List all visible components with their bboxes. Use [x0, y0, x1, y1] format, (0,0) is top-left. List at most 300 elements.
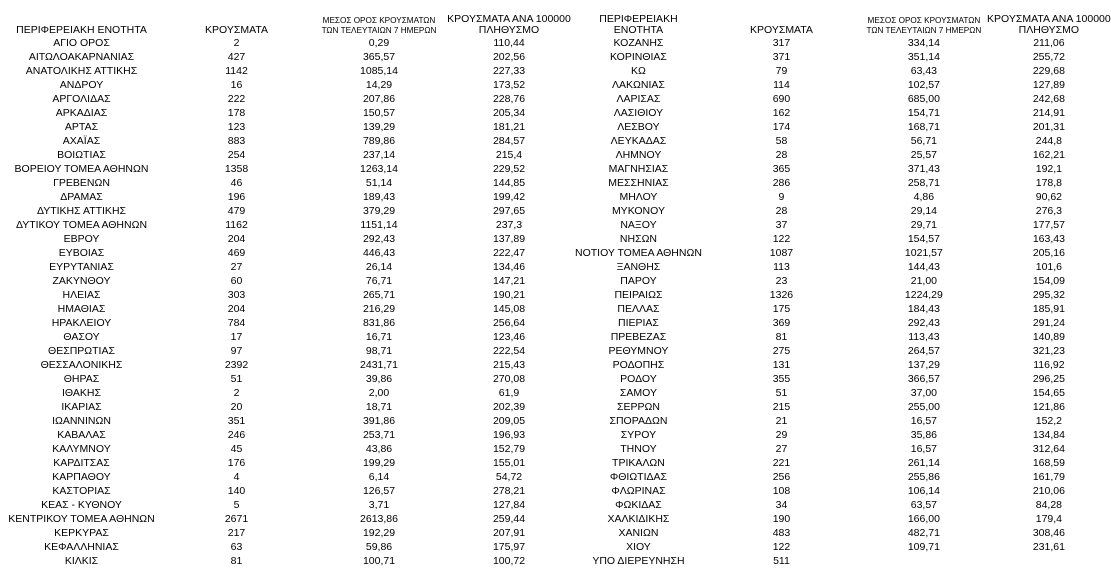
avg-7day-cell: 154,57	[907, 233, 940, 245]
table-row	[4, 414, 574, 428]
region-cell: ΛΕΣΒΟΥ	[617, 121, 660, 133]
region-cell: ΘΗΡΑΣ	[63, 373, 100, 385]
avg-7day-cell: 4,86	[913, 191, 935, 203]
table-row	[4, 526, 574, 540]
region-cell: ΑΙΤΩΛΟΑΚΑΡΝΑΝΙΑΣ	[28, 51, 135, 63]
table-row	[4, 274, 574, 288]
avg-7day-cell: 334,14	[907, 37, 940, 49]
per-100k-cell: 177,57	[1032, 219, 1065, 231]
cases-cell: 114	[773, 79, 790, 91]
cases-cell: 190	[772, 513, 791, 525]
cases-cell: 123	[227, 121, 246, 133]
avg-7day-cell: 113,43	[908, 331, 940, 343]
table-row	[575, 400, 1111, 414]
region-cell: ΡΕΘΥΜΝΟΥ	[608, 345, 669, 357]
avg-7day-cell: 379,29	[362, 205, 396, 217]
per-100k-cell: 222,54	[492, 345, 526, 357]
region-cell: ΑΡΤΑΣ	[64, 121, 99, 133]
per-100k-cell: 205,34	[492, 107, 526, 119]
header-7day-average	[314, 8, 444, 36]
avg-7day-cell: 16,71	[365, 331, 393, 343]
region-cell: ΑΡΚΑΔΙΑΣ	[55, 107, 108, 119]
per-100k-cell: 259,44	[492, 513, 526, 525]
per-100k-cell: 276,3	[1035, 205, 1063, 217]
per-100k-cell: 237,3	[495, 219, 523, 231]
table-row	[575, 358, 1111, 372]
avg-7day-cell: 166,00	[907, 513, 940, 525]
table-row	[4, 106, 574, 120]
cases-cell: 355	[772, 373, 791, 385]
region-cell: ΝΟΤΙΟΥ ΤΟΜΕΑ ΑΘΗΝΩΝ	[575, 247, 702, 259]
cases-cell: 34	[775, 499, 788, 511]
per-100k-cell: 162,21	[1032, 149, 1065, 161]
avg-7day-cell: 51,14	[365, 177, 393, 189]
header-7day-average-line2: ΤΩΝ ΤΕΛΕΥΤΑΙΩΝ 7 ΗΜΕΡΩΝ	[321, 26, 437, 35]
region-cell: ΒΟΡΕΙΟΥ ΤΟΜΕΑ ΑΘΗΝΩΝ	[14, 163, 149, 175]
table-row	[575, 260, 1111, 274]
avg-7day-cell: 255,00	[907, 401, 940, 413]
region-cell: ΚΑΡΔΙΤΣΑΣ	[53, 457, 110, 469]
cases-cell: 275	[772, 345, 791, 357]
region-cell: ΚΕΝΤΡΙΚΟΥ ΤΟΜΕΑ ΑΘΗΝΩΝ	[8, 513, 155, 525]
avg-7day-cell: 685,00	[907, 93, 940, 105]
header-cases: ΚΡΟΥΣΜΑΤΑ	[205, 24, 268, 36]
table-row	[4, 330, 574, 344]
avg-7day-cell: 366,57	[907, 373, 940, 385]
per-100k-cell: 147,21	[492, 275, 526, 287]
avg-7day-cell: 391,86	[362, 415, 396, 427]
per-100k-cell: 196,93	[492, 429, 526, 441]
table-row	[4, 470, 574, 484]
region-cell: ΤΗΝΟΥ	[620, 443, 657, 455]
cases-cell: 5	[233, 499, 240, 511]
cases-cell: 256	[772, 471, 791, 483]
avg-7day-cell: 831,86	[362, 317, 396, 329]
region-cell: ΚΕΡΚΥΡΑΣ	[54, 527, 109, 539]
avg-7day-cell: 29,71	[910, 219, 938, 231]
region-cell: ΚΑΒΑΛΑΣ	[57, 429, 106, 441]
avg-7day-cell: 76,71	[365, 275, 393, 287]
per-100k-cell: 295,32	[1032, 289, 1065, 301]
table-row	[575, 274, 1111, 288]
per-100k-cell: 179,4	[1035, 513, 1063, 525]
table-row	[575, 246, 1111, 260]
region-cell: ΦΛΩΡΙΝΑΣ	[611, 485, 666, 497]
avg-7day-cell: 1224,29	[904, 289, 943, 301]
table-row	[4, 260, 574, 274]
table-row	[575, 92, 1111, 106]
per-100k-cell: 134,84	[1032, 429, 1065, 441]
region-cell: ΚΙΛΚΙΣ	[64, 555, 99, 567]
cases-cell: 79	[775, 65, 788, 77]
region-cell: ΚΩ	[631, 65, 646, 77]
cases-cell: 511	[773, 555, 790, 567]
region-cell: ΧΑΝΙΩΝ	[618, 527, 659, 539]
per-100k-cell: 84,28	[1035, 499, 1063, 511]
table-row	[4, 134, 574, 148]
per-100k-cell: 116,92	[1033, 359, 1065, 371]
header-cases-per-100k-line1: ΚΡΟΥΣΜΑΤΑ ΑΝΑ 100000	[987, 13, 1111, 25]
cases-cell: 286	[772, 177, 791, 189]
region-cell: ΕΥΒΟΙΑΣ	[58, 247, 105, 259]
region-cell: ΑΓΙΟ ΟΡΟΣ	[53, 37, 110, 49]
per-100k-cell: 202,39	[492, 401, 526, 413]
table-row	[575, 414, 1111, 428]
cases-cell: 20	[230, 401, 243, 413]
per-100k-cell: 190,21	[492, 289, 526, 301]
cases-cell: 37	[775, 219, 788, 231]
per-100k-cell: 312,64	[1032, 443, 1065, 455]
avg-7day-cell: 6,14	[368, 471, 390, 483]
cases-cell: 16	[230, 79, 243, 91]
region-cell: ΑΧΑΪΑΣ	[62, 135, 101, 147]
table-row	[575, 218, 1111, 232]
avg-7day-cell: 56,71	[910, 135, 938, 147]
cases-cell: 45	[230, 443, 243, 455]
per-100k-cell: 101,6	[1035, 261, 1063, 273]
per-100k-cell: 229,52	[492, 163, 526, 175]
table-row	[4, 498, 574, 512]
region-cell: ΗΡΑΚΛΕΙΟΥ	[51, 317, 112, 329]
table-row	[575, 442, 1111, 456]
per-100k-cell: 214,91	[1032, 107, 1065, 119]
table-row	[4, 218, 574, 232]
region-cell: ΠΕΙΡΑΙΩΣ	[614, 289, 663, 301]
region-cell: ΘΕΣΠΡΩΤΙΑΣ	[48, 345, 115, 357]
per-100k-cell: 110,44	[493, 37, 525, 49]
per-100k-cell: 121,86	[1032, 401, 1065, 413]
cases-cell: 217	[227, 527, 246, 539]
per-100k-cell: 228,76	[492, 93, 526, 105]
per-100k-cell: 127,89	[1032, 79, 1065, 91]
per-100k-cell: 244,8	[1035, 135, 1063, 147]
table-row	[4, 386, 574, 400]
table-row	[4, 372, 574, 386]
cases-cell: 29	[775, 429, 788, 441]
per-100k-cell: 178,8	[1035, 177, 1063, 189]
avg-7day-cell: 789,86	[362, 135, 396, 147]
per-100k-cell: 291,24	[1032, 317, 1065, 329]
avg-7day-cell: 63,43	[910, 65, 938, 77]
cases-cell: 204	[227, 233, 246, 245]
per-100k-cell: 100,72	[492, 555, 526, 567]
per-100k-cell: 215,43	[492, 359, 526, 371]
cases-cell: 81	[775, 331, 788, 343]
table-row	[575, 554, 1111, 568]
cases-cell: 9	[778, 191, 785, 203]
table-row	[575, 386, 1111, 400]
table-row	[4, 190, 574, 204]
avg-7day-cell: 98,71	[365, 345, 393, 357]
header-cases-per-100k-line1: ΚΡΟΥΣΜΑΤΑ ΑΝΑ 100000	[447, 13, 571, 25]
avg-7day-cell: 292,43	[362, 233, 396, 245]
per-100k-cell: 173,52	[492, 79, 526, 91]
region-cell: ΗΛΕΙΑΣ	[62, 289, 101, 301]
per-100k-cell: 308,46	[1032, 527, 1065, 539]
per-100k-cell: 90,62	[1035, 191, 1063, 203]
avg-7day-cell: 102,57	[907, 79, 940, 91]
per-100k-cell: 215,4	[495, 149, 523, 161]
table-row	[4, 540, 574, 554]
avg-7day-cell: 1021,57	[904, 247, 943, 259]
region-cell: ΚΑΣΤΟΡΙΑΣ	[52, 485, 111, 497]
region-cell: ΚΟΡΙΝΘΙΑΣ	[609, 51, 667, 63]
cases-cell: 469	[227, 247, 246, 259]
avg-7day-cell: 0,29	[368, 37, 390, 49]
cases-cell: 2671	[224, 513, 249, 525]
region-cell: ΜΗΛΟΥ	[619, 191, 658, 203]
per-100k-cell: 140,89	[1032, 331, 1065, 343]
table-row	[4, 288, 574, 302]
cases-cell: 175	[772, 303, 791, 315]
per-100k-cell: 137,89	[492, 233, 526, 245]
per-100k-cell: 154,65	[1032, 387, 1065, 399]
region-cell: ΔΥΤΙΚΟΥ ΤΟΜΕΑ ΑΘΗΝΩΝ	[15, 219, 148, 231]
cases-cell: 2	[233, 37, 240, 49]
table-row	[575, 288, 1111, 302]
cases-cell: 369	[772, 317, 791, 329]
cases-cell: 1162	[225, 219, 248, 231]
per-100k-cell: 270,08	[492, 373, 526, 385]
per-100k-cell: 222,47	[492, 247, 526, 259]
table-row	[4, 120, 574, 134]
header-cases-per-100k-line2: ΠΛΗΘΥΣΜΟ	[478, 24, 540, 36]
table-row	[4, 554, 574, 568]
cases-cell: 174	[772, 121, 791, 133]
avg-7day-cell: 258,71	[907, 177, 940, 189]
per-100k-cell: 207,91	[492, 527, 526, 539]
region-cell: ΠΙΕΡΙΑΣ	[617, 317, 659, 329]
cases-cell: 690	[772, 93, 791, 105]
table-row	[575, 302, 1111, 316]
region-cell: ΗΜΑΘΙΑΣ	[57, 303, 106, 315]
avg-7day-cell: 207,86	[362, 93, 396, 105]
per-100k-cell: 211,06	[1033, 37, 1065, 49]
table-row	[4, 442, 574, 456]
header-7day-average	[861, 8, 987, 36]
cases-cell: 122	[772, 233, 791, 245]
table-row	[575, 372, 1111, 386]
region-cell: ΣΑΜΟΥ	[619, 387, 657, 399]
cases-cell: 883	[227, 135, 246, 147]
cases-cell: 97	[230, 345, 243, 357]
avg-7day-cell: 1263,14	[360, 163, 398, 175]
region-cell: ΛΑΡΙΣΑΣ	[616, 93, 661, 105]
avg-7day-cell: 126,57	[362, 485, 396, 497]
region-cell: ΑΡΓΟΛΙΔΑΣ	[52, 93, 111, 105]
avg-7day-cell: 35,86	[910, 429, 938, 441]
cases-cell: 2	[233, 387, 240, 399]
region-cell: ΚΕΑΣ - ΚΥΘΝΟΥ	[41, 499, 122, 511]
cases-cell: 176	[227, 457, 246, 469]
cases-cell: 63	[230, 541, 243, 553]
region-cell: ΚΑΛΥΜΝΟΥ	[52, 443, 111, 455]
table-row	[4, 36, 574, 50]
cases-cell: 4	[233, 471, 240, 483]
avg-7day-cell: 237,14	[362, 149, 396, 161]
avg-7day-cell: 192,29	[362, 527, 396, 539]
cases-cell: 215	[772, 401, 791, 413]
region-cell: ΚΕΦΑΛΛΗΝΙΑΣ	[44, 541, 119, 553]
header-cases-per-100k	[987, 8, 1111, 36]
table-row	[4, 316, 574, 330]
cases-cell: 21	[775, 415, 788, 427]
per-100k-cell: 163,43	[1032, 233, 1065, 245]
table-row	[4, 64, 574, 78]
cases-cell: 108	[772, 485, 791, 497]
per-100k-cell: 231,61	[1032, 541, 1065, 553]
region-cell: ΓΡΕΒΕΝΩΝ	[53, 177, 110, 189]
region-cell: ΝΗΣΩΝ	[619, 233, 657, 245]
per-100k-cell: 321,23	[1032, 345, 1065, 357]
per-100k-cell: 210,06	[1032, 485, 1065, 497]
header-row	[4, 8, 574, 36]
cases-cell: 23	[775, 275, 788, 287]
region-cell: ΚΑΡΠΑΘΟΥ	[52, 471, 111, 483]
cases-cell: 131	[772, 359, 791, 371]
table-row	[575, 50, 1111, 64]
region-cell: ΣΥΡΟΥ	[620, 429, 657, 441]
avg-7day-cell: 1151,14	[360, 219, 398, 231]
region-cell: ΑΝΑΤΟΛΙΚΗΣ ΑΤΤΙΚΗΣ	[25, 65, 138, 77]
per-100k-cell: 127,84	[492, 499, 526, 511]
cases-cell: 427	[227, 51, 246, 63]
cases-cell: 27	[230, 261, 243, 273]
per-100k-cell: 255,72	[1032, 51, 1065, 63]
table-row	[4, 484, 574, 498]
region-cell: ΞΑΝΘΗΣ	[616, 261, 661, 273]
header-cases-per-100k	[444, 8, 574, 36]
table-row	[575, 344, 1111, 358]
per-100k-cell: 209,05	[492, 415, 526, 427]
per-100k-cell: 199,42	[492, 191, 526, 203]
avg-7day-cell: 2,00	[368, 387, 390, 399]
cases-cell: 46	[230, 177, 243, 189]
per-100k-cell: 155,01	[492, 457, 526, 469]
region-cell: ΛΕΥΚΑΔΑΣ	[610, 135, 667, 147]
region-cell: ΜΥΚΟΝΟΥ	[611, 205, 665, 217]
table-row	[4, 246, 574, 260]
cases-cell: 371	[772, 51, 791, 63]
per-100k-cell: 242,68	[1032, 93, 1065, 105]
avg-7day-cell: 18,71	[365, 401, 393, 413]
per-100k-cell: 192,1	[1035, 163, 1063, 175]
avg-7day-cell: 150,57	[362, 107, 396, 119]
table-row	[4, 344, 574, 358]
avg-7day-cell: 106,14	[907, 485, 940, 497]
table-row	[575, 78, 1111, 92]
table-row	[4, 512, 574, 526]
per-100k-cell: 54,72	[495, 471, 523, 483]
per-100k-cell: 168,59	[1032, 457, 1065, 469]
per-100k-cell: 205,16	[1032, 247, 1065, 259]
table-row	[575, 162, 1111, 176]
per-100k-cell: 152,79	[492, 443, 526, 455]
cases-cell: 479	[227, 205, 246, 217]
table-body-right	[575, 36, 1111, 568]
table-row	[4, 50, 574, 64]
header-7day-average-line1: ΜΕΣΟΣ ΟΡΟΣ ΚΡΟΥΣΜΑΤΩΝ	[867, 16, 981, 25]
avg-7day-cell: 139,29	[362, 121, 396, 133]
table-row	[575, 540, 1111, 554]
avg-7day-cell: 253,71	[362, 429, 396, 441]
cases-cell: 51	[230, 373, 243, 385]
table-row	[575, 428, 1111, 442]
cases-table-left	[4, 8, 574, 568]
table-row	[4, 204, 574, 218]
table-row	[575, 190, 1111, 204]
per-100k-cell: 185,91	[1032, 303, 1065, 315]
cases-cell: 140	[227, 485, 246, 497]
header-region: ΠΕΡΙΦΕΡΕΙΑΚΗ ΕΝΟΤΗΤΑ	[16, 24, 147, 36]
cases-cell: 113	[773, 261, 790, 273]
table-row	[575, 316, 1111, 330]
cases-cell: 1087	[769, 247, 794, 259]
avg-7day-cell: 154,71	[907, 107, 940, 119]
region-cell: ΧΙΟΥ	[626, 541, 651, 553]
table-row	[4, 428, 574, 442]
region-cell: ΦΩΚΙΔΑΣ	[615, 499, 662, 511]
per-100k-cell: 227,33	[492, 65, 526, 77]
table-row	[4, 400, 574, 414]
table-row	[575, 484, 1111, 498]
avg-7day-cell: 199,29	[362, 457, 396, 469]
region-cell: ΛΑΣΙΘΙΟΥ	[613, 107, 664, 119]
cases-cell: 1358	[224, 163, 249, 175]
avg-7day-cell: 39,86	[365, 373, 393, 385]
cases-table-right	[575, 8, 1111, 568]
header-cases-per-100k-line2: ΠΛΗΘΥΣΜΟ	[1018, 24, 1080, 36]
avg-7day-cell: 1085,14	[360, 65, 398, 77]
avg-7day-cell: 137,29	[907, 359, 940, 371]
table-row	[4, 358, 574, 372]
avg-7day-cell: 351,14	[907, 51, 940, 63]
cases-cell: 122	[772, 541, 791, 553]
region-cell: ΛΑΚΩΝΙΑΣ	[612, 79, 665, 91]
avg-7day-cell: 264,57	[907, 345, 940, 357]
avg-7day-cell: 482,71	[907, 527, 940, 539]
avg-7day-cell: 3,71	[368, 499, 390, 511]
cases-cell: 483	[772, 527, 791, 539]
cases-cell: 317	[772, 37, 791, 49]
region-cell: ΑΝΔΡΟΥ	[59, 79, 104, 91]
per-100k-cell	[987, 554, 1111, 568]
region-cell: ΧΑΛΚΙΔΙΚΗΣ	[607, 513, 670, 525]
cases-cell: 196	[227, 191, 246, 203]
avg-7day-cell: 255,86	[907, 471, 940, 483]
header-7day-average-line1: ΜΕΣΟΣ ΟΡΟΣ ΚΡΟΥΣΜΑΤΩΝ	[322, 16, 436, 25]
cases-cell: 204	[227, 303, 246, 315]
table-row	[575, 148, 1111, 162]
per-100k-cell: 145,08	[492, 303, 526, 315]
table-row	[575, 106, 1111, 120]
header-region: ΠΕΡΙΦΕΡΕΙΑΚΗ ΕΝΟΤΗΤΑ	[599, 13, 678, 36]
avg-7day-cell: 144,43	[907, 261, 940, 273]
avg-7day-cell: 2431,71	[360, 359, 398, 371]
region-cell: ΚΟΖΑΝΗΣ	[613, 37, 664, 49]
region-cell: ΛΗΜΝΟΥ	[615, 149, 662, 161]
region-cell: ΙΘΑΚΗΣ	[62, 387, 101, 399]
per-100k-cell: 229,68	[1032, 65, 1065, 77]
region-cell: ΜΑΓΝΗΣΙΑΣ	[608, 163, 669, 175]
per-100k-cell: 134,46	[492, 261, 526, 273]
header-7day-average-line2: ΤΩΝ ΤΕΛΕΥΤΑΙΩΝ 7 ΗΜΕΡΩΝ	[866, 26, 982, 35]
avg-7day-cell: 25,57	[910, 149, 938, 161]
region-cell: ΠΕΛΛΑΣ	[617, 303, 660, 315]
avg-7day-cell: 365,57	[362, 51, 396, 63]
region-cell: ΡΟΔΟΥ	[620, 373, 657, 385]
per-100k-cell: 297,65	[492, 205, 526, 217]
